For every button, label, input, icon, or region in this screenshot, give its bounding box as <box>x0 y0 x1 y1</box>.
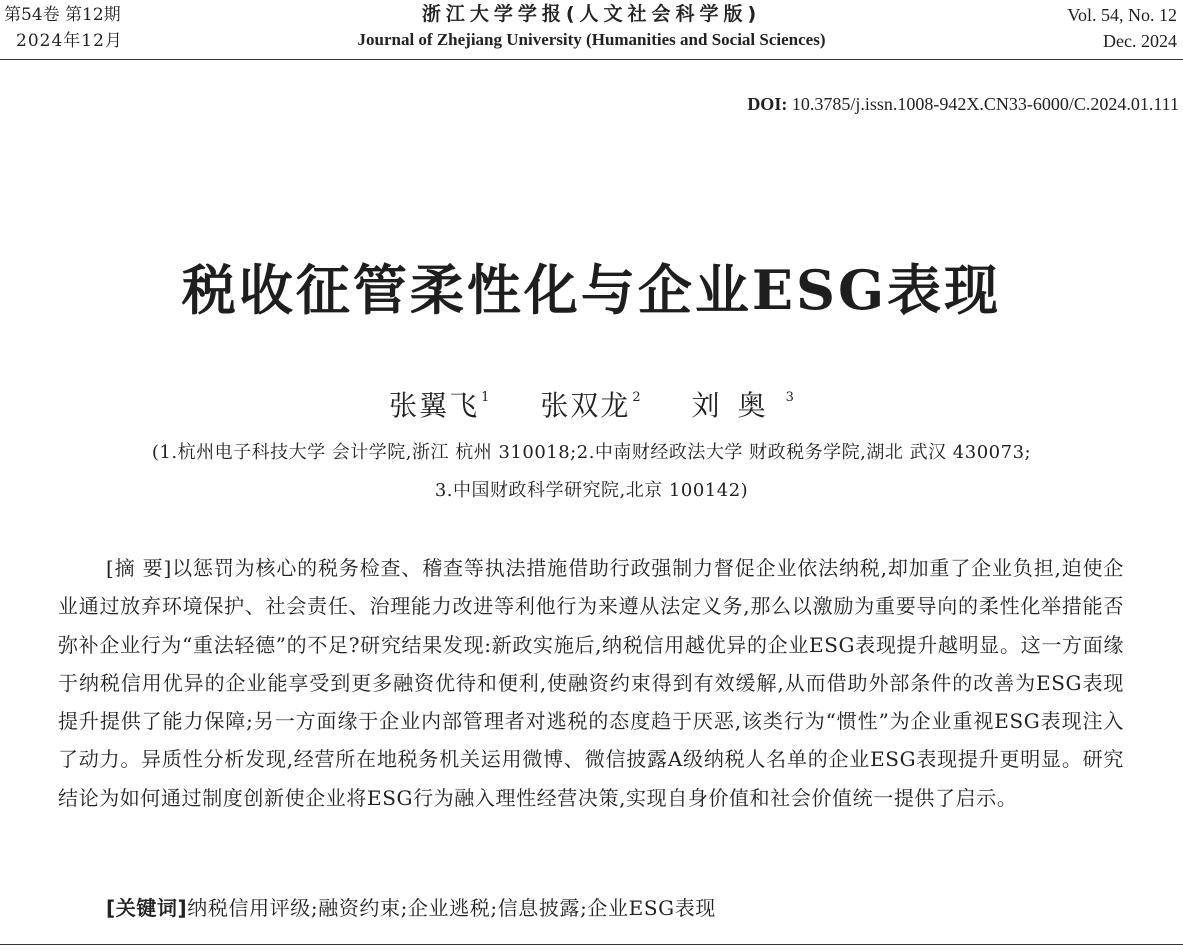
keywords-label: [关键词] <box>106 896 188 920</box>
doi-line <box>747 94 1179 115</box>
volume-issue-cn: 第54卷 第12期 <box>4 5 121 25</box>
journal-name-en: Journal of Zhejiang University (Humanities and Social Sciences) <box>357 30 826 49</box>
journal-name-cn: 浙江大学学报(人文社会科学版) <box>421 3 762 25</box>
footer-rule <box>0 944 1183 945</box>
abstract-label: [摘 要] <box>106 556 172 580</box>
date-en: Dec. 2024 <box>1103 31 1177 51</box>
volume-number-en: Vol. 54, No. 12 <box>1067 5 1177 25</box>
doi-value[interactable]: 10.3785/j.issn.1008-942X.CN33-6000/C.2024.01.111 <box>791 94 1179 114</box>
author-name: 张翼飞 <box>389 389 480 422</box>
author-affil-mark: 3 <box>785 390 794 405</box>
abstract <box>58 549 1124 817</box>
author-list <box>0 384 1183 424</box>
author-name: 刘奥 <box>691 389 784 422</box>
abstract-text: 以惩罚为核心的税务检查、稽查等执法措施借助行政强制力督促企业依法纳税,却加重了企业负担,迫使企业通过放弃环境保护、社会责任、治理能力改进等利他行为来遵从法定义务,那么以激励为重要导向的柔性化举措能否弥补企业行为“重法轻德”的不足?研究结果发现:新政实施后,纳税信用越优异的企业ESG表现提升越明显。这一方面缘于纳税信用优异的企业能享受到更多融资优待和便利,使融资约束得到有效缓解,从而借助外部条件的改善为ESG表现提升提供了能力保障;另一方面缘于企业内部管理者对逃税的态度趋于厌恶,该类行为“惯性”为企业重视ESG表现注入了动力。异质性分析发现,经营所在地税务机关运用微博、微信披露A级纳税人名单的企业ESG表现提升更明显。研究结论为如何通过制度创新使企业将ESG行为融入理性经营决策,实现自身价值和社会价值统一提供了启示。 <box>58 556 1124 810</box>
author-3 <box>692 384 794 424</box>
author-name: 张双龙 <box>540 389 631 422</box>
volume-issue-en <box>1067 2 1177 54</box>
header-rule <box>0 59 1183 60</box>
keywords <box>106 892 716 921</box>
affiliation-line-1: (1.杭州电子科技大学 会计学院,浙江 杭州 310018;2.中南财经政法大学 财政税务学院,湖北 武汉 430073; <box>151 442 1032 463</box>
author-2 <box>540 384 640 424</box>
date-cn: 2024年12月 <box>16 31 123 51</box>
keywords-text: 纳税信用评级;融资约束;企业逃税;信息披露;企业ESG表现 <box>187 896 716 920</box>
journal-name <box>0 2 1183 54</box>
author-affil-mark: 1 <box>481 390 490 405</box>
affiliation-line-2: 3.中国财政科学研究院,北京 100142) <box>434 480 749 501</box>
journal-header <box>0 0 1183 60</box>
doi-label: DOI: <box>747 94 788 114</box>
article-title: 税收征管柔性化与企业ESG表现 <box>181 258 1002 322</box>
author-affil-mark: 2 <box>632 390 641 405</box>
author-1 <box>389 384 489 424</box>
